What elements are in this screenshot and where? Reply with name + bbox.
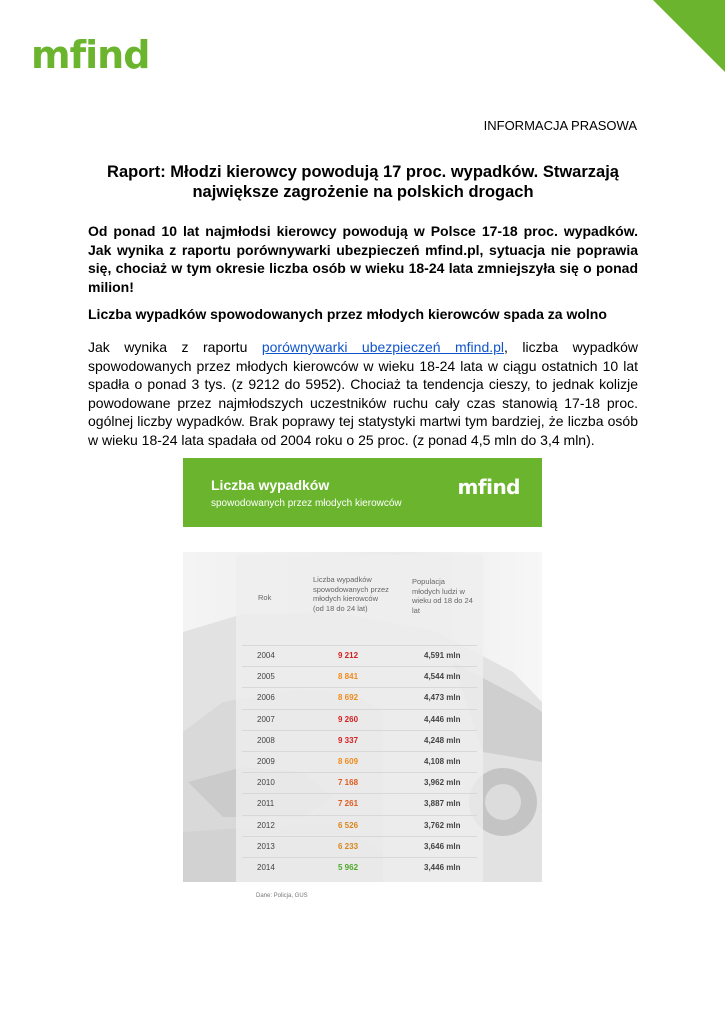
table-row — [236, 815, 483, 836]
data-source: Dane: Policja, GUS — [256, 893, 308, 899]
accidents-cell: 7 261 — [338, 799, 359, 809]
year-cell: 2009 — [257, 757, 275, 766]
accidents-cell: 9 212 — [338, 651, 359, 660]
table-row — [236, 751, 483, 772]
population-cell: 3,646 mln — [424, 841, 461, 851]
population-cell: 3,762 mln — [424, 820, 461, 830]
population-cell: 3,887 mln — [424, 799, 461, 809]
row-divider — [242, 666, 477, 667]
accidents-cell: 6 233 — [338, 841, 359, 851]
accidents-cell: 5 962 — [338, 863, 359, 872]
population-cell: 4,446 mln — [424, 714, 461, 724]
year-cell: 2006 — [257, 693, 275, 703]
table-row — [236, 772, 483, 793]
corner-decoration — [653, 0, 725, 72]
population-cell: 4,473 mln — [424, 693, 461, 703]
accidents-cell: 9 260 — [338, 714, 359, 724]
year-cell: 2014 — [257, 863, 275, 872]
population-cell: 4,591 mln — [424, 651, 461, 660]
table-row — [236, 857, 483, 878]
table-row — [236, 836, 483, 857]
table-row — [236, 687, 483, 708]
article-lead: Od ponad 10 lat najmłodsi kierowcy powodują w Polsce 17-18 proc. wypadków. Jak wynika z raportu porównywarki ubezpieczeń mfind.pl, sytuacja nie poprawia się, chociaż w tym okresie liczba osób w wieku 18-24 lata zmniejszyła się o ponad milion! — [88, 223, 638, 295]
accidents-cell: 7 168 — [338, 778, 359, 788]
row-divider — [242, 709, 477, 710]
year-cell: 2010 — [257, 778, 275, 788]
table-row — [236, 730, 483, 751]
press-release-label: INFORMACJA PRASOWA — [483, 118, 637, 133]
column-header-population: Populacja młodych ludzi w wieku od 18 do 24 lat — [412, 577, 473, 615]
infographic-banner — [183, 458, 542, 527]
year-cell: 2011 — [257, 799, 275, 809]
body-text-start: Jak wynika z raportu — [88, 339, 262, 355]
year-cell: 2004 — [257, 651, 275, 660]
table-row — [236, 645, 483, 666]
mfind-link[interactable]: porównywarki ubezpieczeń mfind.pl — [261, 339, 505, 355]
row-divider — [242, 645, 477, 646]
population-cell: 4,544 mln — [424, 672, 461, 682]
population-cell: 3,962 mln — [424, 778, 461, 788]
article-title: Raport: Młodzi kierowcy powodują 17 proc. wypadków. Stwarzają największe zagrożenie na polskich drogach — [107, 163, 619, 201]
year-cell: 2005 — [257, 672, 275, 682]
infographic-title: Liczba wypadków — [211, 477, 330, 493]
year-cell: 2008 — [257, 735, 275, 745]
population-cell: 4,248 mln — [424, 735, 461, 745]
accidents-cell: 8 692 — [338, 693, 359, 703]
population-cell: 3,446 mln — [424, 863, 461, 872]
table-row — [236, 793, 483, 814]
column-header-year: Rok — [258, 593, 272, 602]
infographic-subtitle: spowodowanych przez młodych kierowców — [211, 498, 402, 509]
row-divider — [242, 857, 477, 858]
row-divider — [242, 793, 477, 794]
table-row — [236, 709, 483, 730]
section-heading: Liczba wypadków spowodowanych przez młodych kierowców spada za wolno — [88, 306, 607, 322]
table-row — [236, 666, 483, 687]
row-divider — [242, 815, 477, 816]
accidents-cell: 8 841 — [338, 672, 359, 682]
mfind-logo: mfind — [31, 33, 150, 77]
year-cell: 2013 — [257, 841, 275, 851]
column-header-accidents: Liczba wypadków spowodowanych przez młodych kierowców (od 18 do 24 lat) — [313, 575, 389, 613]
population-cell: 4,108 mln — [424, 757, 461, 766]
year-cell: 2012 — [257, 820, 275, 830]
row-divider — [242, 730, 477, 731]
infographic-logo: mfind — [457, 475, 520, 499]
row-divider — [242, 751, 477, 752]
accidents-cell: 6 526 — [338, 820, 359, 830]
article-body — [88, 338, 638, 449]
year-cell: 2007 — [257, 714, 275, 724]
row-divider — [242, 687, 477, 688]
accidents-cell: 8 609 — [338, 757, 359, 766]
row-divider — [242, 836, 477, 837]
row-divider — [242, 772, 477, 773]
accidents-cell: 9 337 — [338, 735, 359, 745]
body-text-end: , liczba wypadków spowodowanych przez młodych kierowców w wieku 18-24 lata w ciągu ostatnich 10 lat spadła o ponad 3 tys. (z 9212 do 5952). Chociaż ta tendencja cieszy, to jednak kolizje powodowane przez najmłodszych uczestników ruchu cały czas stanowią 17-18 proc. ogólnej liczby wypadków. Brak poprawy tej statystyki martwi tym bardziej, że liczba osób w wieku 18-24 lata spadała od 2004 roku o 25 proc. (z ponad 4,5 mln do 3,4 mln). — [88, 339, 639, 448]
